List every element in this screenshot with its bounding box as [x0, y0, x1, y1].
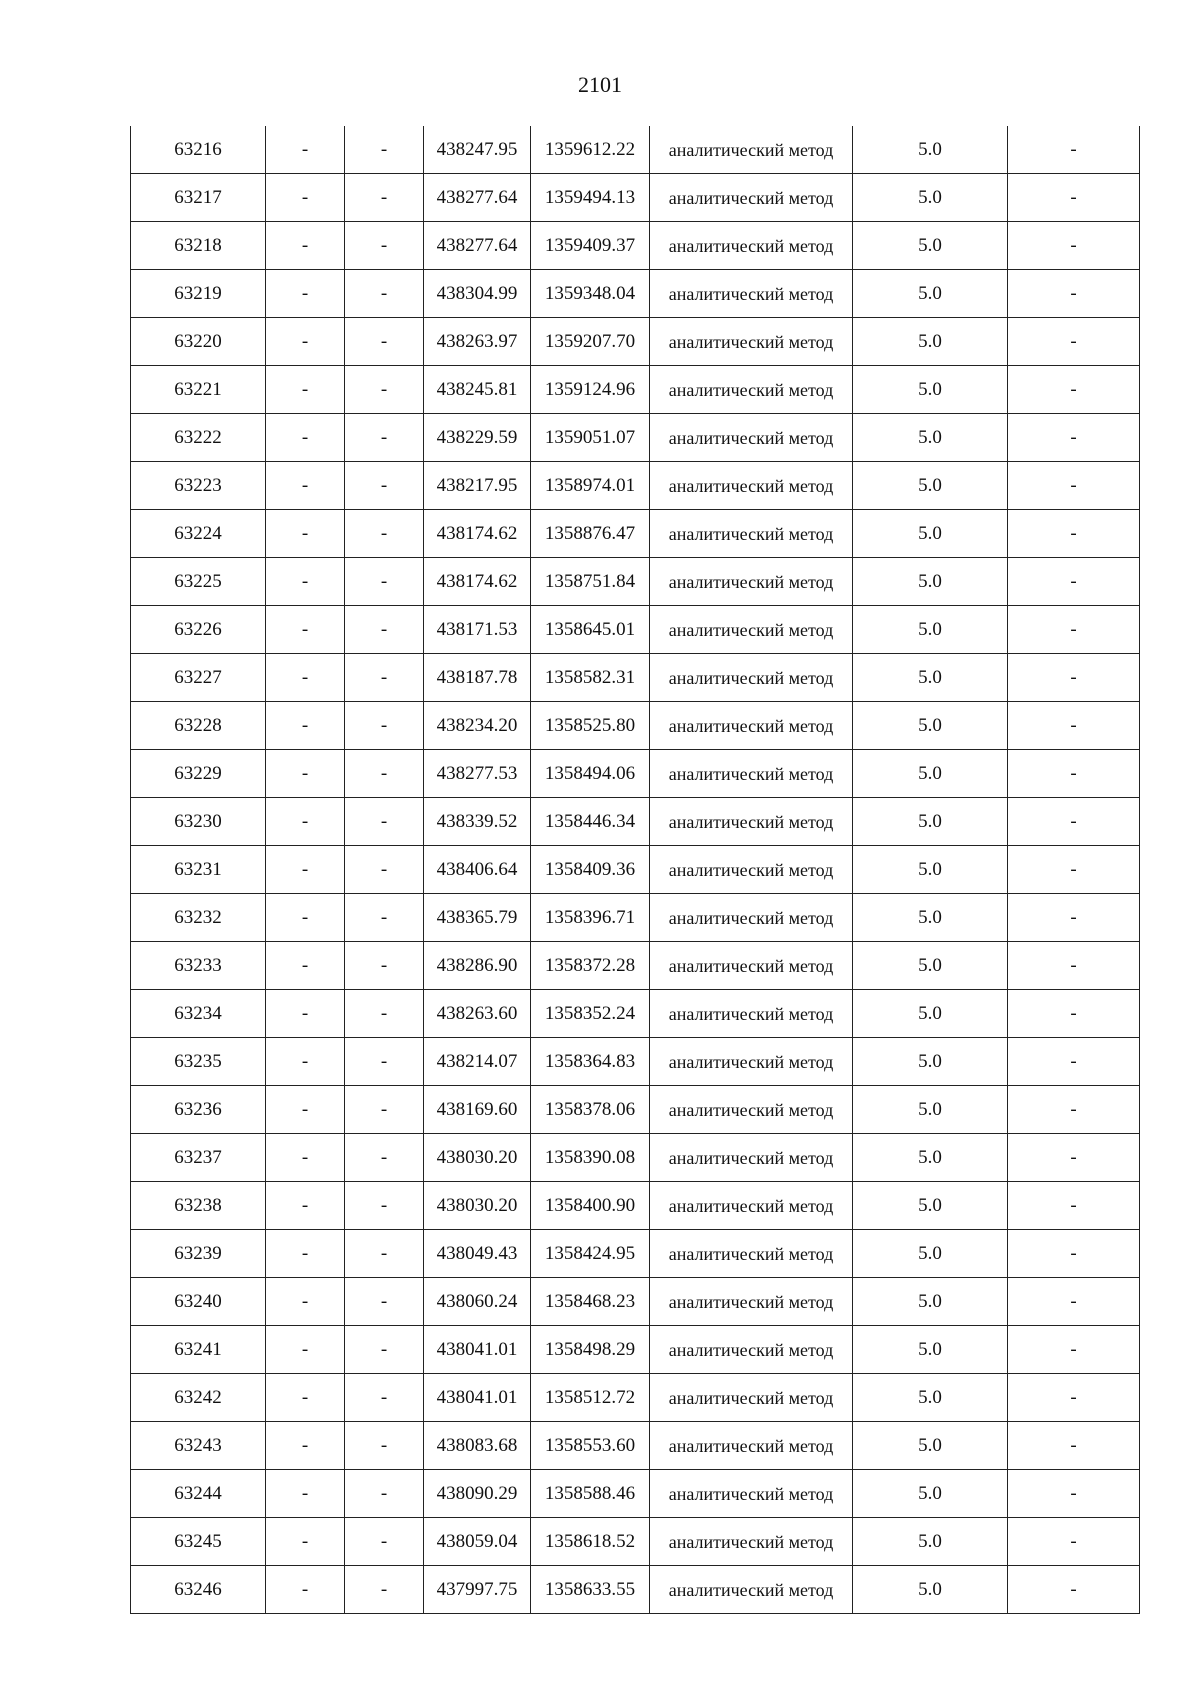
empty-cell-a: -	[266, 462, 345, 510]
table-row	[131, 366, 1140, 414]
empty-cell-a: -	[266, 558, 345, 606]
accuracy-cell: 5.0	[853, 606, 1008, 654]
point-number-cell: 63230	[131, 798, 266, 846]
page-number: 2101	[578, 72, 622, 97]
point-number-cell: 63233	[131, 942, 266, 990]
y-coordinate-cell: 1359409.37	[531, 222, 650, 270]
description-cell: -	[1008, 510, 1140, 558]
empty-cell-b: -	[345, 654, 424, 702]
accuracy-cell: 5.0	[853, 846, 1008, 894]
empty-cell-b: -	[345, 1038, 424, 1086]
point-number-cell: 63243	[131, 1422, 266, 1470]
empty-cell-a: -	[266, 798, 345, 846]
description-cell: -	[1008, 1038, 1140, 1086]
empty-cell-a: -	[266, 222, 345, 270]
description-cell: -	[1008, 270, 1140, 318]
accuracy-cell: 5.0	[853, 750, 1008, 798]
table-row	[131, 750, 1140, 798]
table-row	[131, 174, 1140, 222]
x-coordinate-cell: 438060.24	[424, 1278, 531, 1326]
empty-cell-b: -	[345, 894, 424, 942]
empty-cell-a: -	[266, 894, 345, 942]
empty-cell-b: -	[345, 1518, 424, 1566]
description-cell: -	[1008, 1086, 1140, 1134]
empty-cell-b: -	[345, 1134, 424, 1182]
method-cell: аналитический метод	[650, 1038, 853, 1086]
y-coordinate-cell: 1358525.80	[531, 702, 650, 750]
empty-cell-b: -	[345, 942, 424, 990]
table-row	[131, 126, 1140, 174]
table-row	[131, 510, 1140, 558]
point-number-cell: 63236	[131, 1086, 266, 1134]
method-cell: аналитический метод	[650, 270, 853, 318]
point-number-cell: 63218	[131, 222, 266, 270]
point-number-cell: 63231	[131, 846, 266, 894]
point-number-cell: 63227	[131, 654, 266, 702]
y-coordinate-cell: 1358974.01	[531, 462, 650, 510]
table-row	[131, 1086, 1140, 1134]
point-number-cell: 63225	[131, 558, 266, 606]
empty-cell-b: -	[345, 1182, 424, 1230]
table-row	[131, 1326, 1140, 1374]
empty-cell-b: -	[345, 174, 424, 222]
table-row	[131, 1422, 1140, 1470]
table-row	[131, 318, 1140, 366]
table-row	[131, 1038, 1140, 1086]
accuracy-cell: 5.0	[853, 1278, 1008, 1326]
description-cell: -	[1008, 798, 1140, 846]
empty-cell-b: -	[345, 1422, 424, 1470]
point-number-cell: 63235	[131, 1038, 266, 1086]
method-cell: аналитический метод	[650, 222, 853, 270]
method-cell: аналитический метод	[650, 558, 853, 606]
y-coordinate-cell: 1359348.04	[531, 270, 650, 318]
point-number-cell: 63229	[131, 750, 266, 798]
description-cell: -	[1008, 222, 1140, 270]
table-row	[131, 798, 1140, 846]
y-coordinate-cell: 1358618.52	[531, 1518, 650, 1566]
empty-cell-a: -	[266, 1374, 345, 1422]
method-cell: аналитический метод	[650, 1566, 853, 1614]
description-cell: -	[1008, 702, 1140, 750]
table-row	[131, 606, 1140, 654]
description-cell: -	[1008, 1422, 1140, 1470]
method-cell: аналитический метод	[650, 750, 853, 798]
empty-cell-a: -	[266, 1470, 345, 1518]
x-coordinate-cell: 438229.59	[424, 414, 531, 462]
method-cell: аналитический метод	[650, 462, 853, 510]
table-row	[131, 1278, 1140, 1326]
table-row	[131, 654, 1140, 702]
y-coordinate-cell: 1359124.96	[531, 366, 650, 414]
description-cell: -	[1008, 894, 1140, 942]
x-coordinate-cell: 438406.64	[424, 846, 531, 894]
point-number-cell: 63237	[131, 1134, 266, 1182]
empty-cell-b: -	[345, 366, 424, 414]
method-cell: аналитический метод	[650, 318, 853, 366]
y-coordinate-cell: 1358390.08	[531, 1134, 650, 1182]
table-row	[131, 462, 1140, 510]
y-coordinate-cell: 1359207.70	[531, 318, 650, 366]
empty-cell-b: -	[345, 414, 424, 462]
description-cell: -	[1008, 750, 1140, 798]
y-coordinate-cell: 1358372.28	[531, 942, 650, 990]
method-cell: аналитический метод	[650, 894, 853, 942]
description-cell: -	[1008, 462, 1140, 510]
method-cell: аналитический метод	[650, 510, 853, 558]
y-coordinate-cell: 1358553.60	[531, 1422, 650, 1470]
accuracy-cell: 5.0	[853, 798, 1008, 846]
method-cell: аналитический метод	[650, 1374, 853, 1422]
x-coordinate-cell: 438277.64	[424, 222, 531, 270]
table-row	[131, 990, 1140, 1038]
empty-cell-b: -	[345, 702, 424, 750]
x-coordinate-cell: 438187.78	[424, 654, 531, 702]
accuracy-cell: 5.0	[853, 1470, 1008, 1518]
y-coordinate-cell: 1358751.84	[531, 558, 650, 606]
empty-cell-b: -	[345, 846, 424, 894]
accuracy-cell: 5.0	[853, 174, 1008, 222]
empty-cell-b: -	[345, 750, 424, 798]
accuracy-cell: 5.0	[853, 1422, 1008, 1470]
method-cell: аналитический метод	[650, 174, 853, 222]
table-row	[131, 270, 1140, 318]
method-cell: аналитический метод	[650, 414, 853, 462]
y-coordinate-cell: 1358409.36	[531, 846, 650, 894]
y-coordinate-cell: 1358396.71	[531, 894, 650, 942]
point-number-cell: 63241	[131, 1326, 266, 1374]
point-number-cell: 63242	[131, 1374, 266, 1422]
x-coordinate-cell: 438277.53	[424, 750, 531, 798]
accuracy-cell: 5.0	[853, 1086, 1008, 1134]
empty-cell-a: -	[266, 318, 345, 366]
x-coordinate-cell: 438174.62	[424, 558, 531, 606]
empty-cell-b: -	[345, 510, 424, 558]
point-number-cell: 63238	[131, 1182, 266, 1230]
table-row	[131, 1182, 1140, 1230]
method-cell: аналитический метод	[650, 1086, 853, 1134]
description-cell: -	[1008, 1182, 1140, 1230]
x-coordinate-cell: 438049.43	[424, 1230, 531, 1278]
x-coordinate-cell: 438090.29	[424, 1470, 531, 1518]
x-coordinate-cell: 438234.20	[424, 702, 531, 750]
x-coordinate-cell: 438263.97	[424, 318, 531, 366]
empty-cell-a: -	[266, 126, 345, 174]
description-cell: -	[1008, 1326, 1140, 1374]
empty-cell-a: -	[266, 1566, 345, 1614]
accuracy-cell: 5.0	[853, 414, 1008, 462]
y-coordinate-cell: 1358494.06	[531, 750, 650, 798]
empty-cell-a: -	[266, 606, 345, 654]
empty-cell-a: -	[266, 1086, 345, 1134]
empty-cell-a: -	[266, 942, 345, 990]
point-number-cell: 63240	[131, 1278, 266, 1326]
empty-cell-a: -	[266, 990, 345, 1038]
method-cell: аналитический метод	[650, 1230, 853, 1278]
accuracy-cell: 5.0	[853, 366, 1008, 414]
method-cell: аналитический метод	[650, 990, 853, 1038]
description-cell: -	[1008, 1230, 1140, 1278]
accuracy-cell: 5.0	[853, 702, 1008, 750]
accuracy-cell: 5.0	[853, 1134, 1008, 1182]
method-cell: аналитический метод	[650, 654, 853, 702]
description-cell: -	[1008, 942, 1140, 990]
point-number-cell: 63239	[131, 1230, 266, 1278]
empty-cell-b: -	[345, 1278, 424, 1326]
accuracy-cell: 5.0	[853, 462, 1008, 510]
empty-cell-a: -	[266, 1230, 345, 1278]
empty-cell-a: -	[266, 1326, 345, 1374]
y-coordinate-cell: 1358633.55	[531, 1566, 650, 1614]
empty-cell-b: -	[345, 126, 424, 174]
x-coordinate-cell: 438214.07	[424, 1038, 531, 1086]
x-coordinate-cell: 438041.01	[424, 1326, 531, 1374]
accuracy-cell: 5.0	[853, 510, 1008, 558]
empty-cell-a: -	[266, 510, 345, 558]
table-row	[131, 1566, 1140, 1614]
x-coordinate-cell: 438217.95	[424, 462, 531, 510]
x-coordinate-cell: 438083.68	[424, 1422, 531, 1470]
accuracy-cell: 5.0	[853, 1230, 1008, 1278]
description-cell: -	[1008, 606, 1140, 654]
empty-cell-b: -	[345, 990, 424, 1038]
x-coordinate-cell: 438339.52	[424, 798, 531, 846]
y-coordinate-cell: 1359051.07	[531, 414, 650, 462]
point-number-cell: 63228	[131, 702, 266, 750]
point-number-cell: 63246	[131, 1566, 266, 1614]
point-number-cell: 63216	[131, 126, 266, 174]
description-cell: -	[1008, 1278, 1140, 1326]
point-number-cell: 63217	[131, 174, 266, 222]
y-coordinate-cell: 1358424.95	[531, 1230, 650, 1278]
table-row	[131, 558, 1140, 606]
empty-cell-a: -	[266, 1422, 345, 1470]
empty-cell-a: -	[266, 702, 345, 750]
y-coordinate-cell: 1358400.90	[531, 1182, 650, 1230]
accuracy-cell: 5.0	[853, 318, 1008, 366]
x-coordinate-cell: 438171.53	[424, 606, 531, 654]
x-coordinate-cell: 438030.20	[424, 1182, 531, 1230]
point-number-cell: 63219	[131, 270, 266, 318]
method-cell: аналитический метод	[650, 126, 853, 174]
empty-cell-b: -	[345, 606, 424, 654]
coordinates-table	[130, 126, 1140, 1614]
method-cell: аналитический метод	[650, 1470, 853, 1518]
accuracy-cell: 5.0	[853, 894, 1008, 942]
y-coordinate-cell: 1358582.31	[531, 654, 650, 702]
x-coordinate-cell: 438286.90	[424, 942, 531, 990]
point-number-cell: 63244	[131, 1470, 266, 1518]
y-coordinate-cell: 1359612.22	[531, 126, 650, 174]
point-number-cell: 63220	[131, 318, 266, 366]
y-coordinate-cell: 1358364.83	[531, 1038, 650, 1086]
empty-cell-b: -	[345, 798, 424, 846]
table-row	[131, 702, 1140, 750]
description-cell: -	[1008, 174, 1140, 222]
method-cell: аналитический метод	[650, 798, 853, 846]
y-coordinate-cell: 1358876.47	[531, 510, 650, 558]
method-cell: аналитический метод	[650, 1182, 853, 1230]
accuracy-cell: 5.0	[853, 1518, 1008, 1566]
point-number-cell: 63221	[131, 366, 266, 414]
x-coordinate-cell: 438245.81	[424, 366, 531, 414]
accuracy-cell: 5.0	[853, 942, 1008, 990]
x-coordinate-cell: 438174.62	[424, 510, 531, 558]
method-cell: аналитический метод	[650, 846, 853, 894]
method-cell: аналитический метод	[650, 1326, 853, 1374]
y-coordinate-cell: 1359494.13	[531, 174, 650, 222]
point-number-cell: 63234	[131, 990, 266, 1038]
description-cell: -	[1008, 990, 1140, 1038]
empty-cell-b: -	[345, 1470, 424, 1518]
y-coordinate-cell: 1358352.24	[531, 990, 650, 1038]
table-row	[131, 1518, 1140, 1566]
y-coordinate-cell: 1358645.01	[531, 606, 650, 654]
empty-cell-a: -	[266, 270, 345, 318]
y-coordinate-cell: 1358468.23	[531, 1278, 650, 1326]
description-cell: -	[1008, 366, 1140, 414]
description-cell: -	[1008, 846, 1140, 894]
method-cell: аналитический метод	[650, 366, 853, 414]
x-coordinate-cell: 438030.20	[424, 1134, 531, 1182]
x-coordinate-cell: 438365.79	[424, 894, 531, 942]
accuracy-cell: 5.0	[853, 1326, 1008, 1374]
x-coordinate-cell: 438059.04	[424, 1518, 531, 1566]
x-coordinate-cell: 437997.75	[424, 1566, 531, 1614]
y-coordinate-cell: 1358512.72	[531, 1374, 650, 1422]
method-cell: аналитический метод	[650, 1278, 853, 1326]
table-row	[131, 1134, 1140, 1182]
table-row	[131, 222, 1140, 270]
table-row	[131, 414, 1140, 462]
empty-cell-a: -	[266, 1182, 345, 1230]
method-cell: аналитический метод	[650, 1134, 853, 1182]
method-cell: аналитический метод	[650, 1422, 853, 1470]
x-coordinate-cell: 438169.60	[424, 1086, 531, 1134]
point-number-cell: 63245	[131, 1518, 266, 1566]
empty-cell-a: -	[266, 414, 345, 462]
table-row	[131, 894, 1140, 942]
empty-cell-b: -	[345, 1326, 424, 1374]
accuracy-cell: 5.0	[853, 270, 1008, 318]
y-coordinate-cell: 1358498.29	[531, 1326, 650, 1374]
point-number-cell: 63223	[131, 462, 266, 510]
x-coordinate-cell: 438304.99	[424, 270, 531, 318]
y-coordinate-cell: 1358378.06	[531, 1086, 650, 1134]
description-cell: -	[1008, 1566, 1140, 1614]
description-cell: -	[1008, 126, 1140, 174]
description-cell: -	[1008, 1518, 1140, 1566]
empty-cell-b: -	[345, 462, 424, 510]
empty-cell-b: -	[345, 270, 424, 318]
table-row	[131, 1374, 1140, 1422]
empty-cell-a: -	[266, 1038, 345, 1086]
empty-cell-b: -	[345, 558, 424, 606]
description-cell: -	[1008, 654, 1140, 702]
method-cell: аналитический метод	[650, 606, 853, 654]
accuracy-cell: 5.0	[853, 1566, 1008, 1614]
y-coordinate-cell: 1358446.34	[531, 798, 650, 846]
accuracy-cell: 5.0	[853, 990, 1008, 1038]
empty-cell-a: -	[266, 654, 345, 702]
accuracy-cell: 5.0	[853, 1374, 1008, 1422]
accuracy-cell: 5.0	[853, 222, 1008, 270]
description-cell: -	[1008, 1134, 1140, 1182]
empty-cell-a: -	[266, 1278, 345, 1326]
x-coordinate-cell: 438247.95	[424, 126, 531, 174]
method-cell: аналитический метод	[650, 942, 853, 990]
table-row	[131, 1230, 1140, 1278]
accuracy-cell: 5.0	[853, 1182, 1008, 1230]
empty-cell-a: -	[266, 366, 345, 414]
table-body	[131, 126, 1140, 1614]
y-coordinate-cell: 1358588.46	[531, 1470, 650, 1518]
x-coordinate-cell: 438277.64	[424, 174, 531, 222]
empty-cell-a: -	[266, 174, 345, 222]
point-number-cell: 63224	[131, 510, 266, 558]
empty-cell-a: -	[266, 846, 345, 894]
empty-cell-b: -	[345, 1086, 424, 1134]
x-coordinate-cell: 438263.60	[424, 990, 531, 1038]
table-row	[131, 846, 1140, 894]
empty-cell-b: -	[345, 222, 424, 270]
method-cell: аналитический метод	[650, 702, 853, 750]
description-cell: -	[1008, 558, 1140, 606]
point-number-cell: 63222	[131, 414, 266, 462]
empty-cell-b: -	[345, 1230, 424, 1278]
empty-cell-b: -	[345, 318, 424, 366]
empty-cell-b: -	[345, 1374, 424, 1422]
empty-cell-a: -	[266, 1134, 345, 1182]
description-cell: -	[1008, 1470, 1140, 1518]
accuracy-cell: 5.0	[853, 654, 1008, 702]
table-row	[131, 942, 1140, 990]
empty-cell-a: -	[266, 750, 345, 798]
x-coordinate-cell: 438041.01	[424, 1374, 531, 1422]
accuracy-cell: 5.0	[853, 558, 1008, 606]
description-cell: -	[1008, 1374, 1140, 1422]
method-cell: аналитический метод	[650, 1518, 853, 1566]
point-number-cell: 63226	[131, 606, 266, 654]
accuracy-cell: 5.0	[853, 126, 1008, 174]
description-cell: -	[1008, 414, 1140, 462]
empty-cell-a: -	[266, 1518, 345, 1566]
empty-cell-b: -	[345, 1566, 424, 1614]
accuracy-cell: 5.0	[853, 1038, 1008, 1086]
description-cell: -	[1008, 318, 1140, 366]
table-row	[131, 1470, 1140, 1518]
point-number-cell: 63232	[131, 894, 266, 942]
